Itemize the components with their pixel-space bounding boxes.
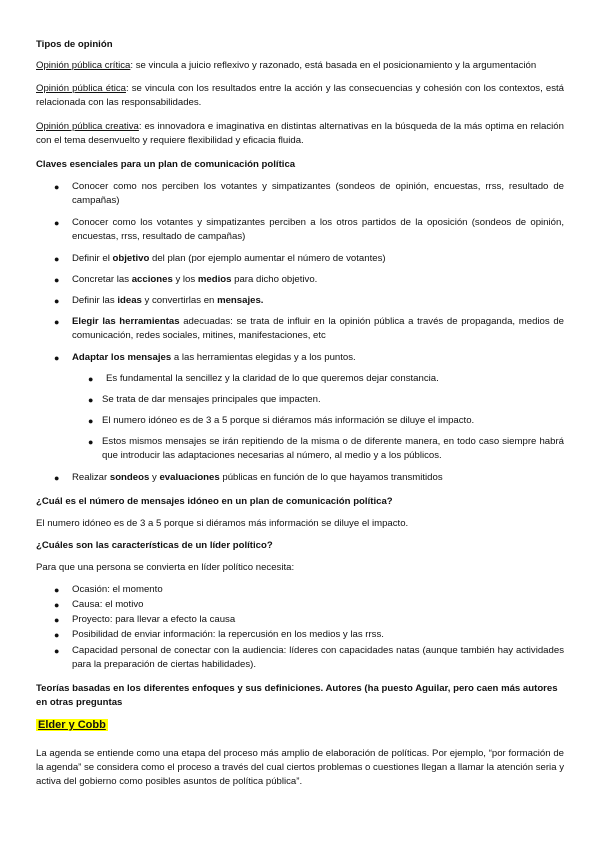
bullet-icon: ● (54, 182, 60, 192)
heading-tipos-de-opinion: Tipos de opinión (36, 39, 113, 50)
list-item-clave-4 (72, 273, 564, 287)
text-bold: acciones (131, 274, 173, 285)
list-item-clave-2: Conocer como los votantes y simpatizantes perciben a los otros partidos de la oposición (sondeos de opinión, encuestas, rrss, resultado de campañas) (72, 217, 564, 242)
text-part: a las herramientas elegidas y a los puntos. (171, 352, 356, 363)
answer-caracteristicas-lider: Para que una persona se convierta en líder político necesita: (36, 562, 295, 573)
heading-elder-cobb-container (36, 718, 564, 733)
paragraph-opinion-etica (36, 82, 564, 110)
bullet-icon: ● (54, 615, 60, 625)
text-part: adecuadas: se trata de influir en la opinión pública a través de propaganda, medios de comunicación, redes sociales, mitines, manifestaciones, etc (72, 316, 564, 341)
list-item-lider-3: Proyecto: para llevar a efecto la causa (72, 614, 236, 625)
heading-teorias: Teorías basadas en los diferentes enfoques y sus definiciones. Autores (ha puesto Aguilar, pero caen más autores en otras preguntas (36, 683, 558, 708)
paragraph-opinion-critica (36, 59, 564, 73)
text-part: y convertirlas en (141, 295, 218, 306)
text-bold: sondeos (109, 472, 150, 483)
heading-claves-esenciales: Claves esenciales para un plan de comunicación política (36, 159, 296, 170)
question-numero-mensajes: ¿Cuál es el número de mensajes idóneo en un plan de comunicación política? (36, 496, 393, 507)
bullet-icon: ● (54, 630, 60, 640)
list-item-clave-7 (72, 351, 564, 365)
list-item-lider-4: Posibilidad de enviar información: la repercusión en los medios y las rrss. (72, 629, 384, 640)
sub-item-4: Estos mismos mensajes se irán repitiendo de la misma o de diferente manera, en todo caso siempre habrá que introducir las adaptaciones necesarias al número, al medio y a los públicos. (102, 436, 564, 461)
sub-item-2: Se trata de dar mensajes principales que impacten. (102, 394, 321, 405)
text-bold: Elegir las herramientas (72, 316, 180, 327)
text-bold: evaluaciones (159, 472, 220, 483)
list-item-lider-2: Causa: el motivo (72, 599, 144, 610)
bullet-icon: ● (54, 473, 60, 483)
bullet-icon: ● (54, 254, 60, 264)
list-item-lider-1: Ocasión: el momento (72, 584, 163, 595)
heading-elder-cobb: Elder y Cobb (38, 719, 106, 731)
bullet-icon: ● (88, 395, 94, 405)
bullet-icon: ● (88, 416, 94, 426)
text-part: Concretar las (72, 274, 132, 285)
bullet-icon: ● (54, 218, 60, 228)
sub-item-1: Es fundamental la sencillez y la claridad de lo que queremos dejar constancia. (106, 373, 439, 384)
text-opinion-etica: : se vincula con los resultados entre la acción y las consecuencias y cohesión con los contextos, está relacionada con las responsabilidades. (36, 83, 564, 108)
list-item-clave-8 (72, 471, 564, 485)
text-part: Definir las (72, 295, 118, 306)
text-part: y los (172, 274, 198, 285)
text-bold: mensajes. (217, 295, 264, 306)
sub-item-3: El numero idóneo es de 3 a 5 porque si diéramos más información se diluye el impacto. (102, 415, 475, 426)
list-item-clave-5 (72, 294, 564, 308)
bullet-icon: ● (54, 646, 60, 656)
bullet-icon: ● (88, 437, 94, 447)
text-bold: Adaptar los mensajes (72, 352, 172, 363)
bullet-icon: ● (54, 275, 60, 285)
bullet-icon: ● (88, 374, 94, 384)
bullet-icon: ● (54, 296, 60, 306)
bullet-icon: ● (54, 585, 60, 595)
text-bold: objetivo (112, 253, 150, 264)
list-item-clave-6 (72, 315, 564, 343)
term-opinion-etica: Opinión pública ética (36, 83, 126, 94)
bullet-icon: ● (54, 317, 60, 327)
list-item-clave-3 (72, 252, 564, 266)
answer-numero-mensajes: El numero idóneo es de 3 a 5 porque si diéramos más información se diluye el impacto. (36, 518, 409, 529)
list-item-lider-5: Capacidad personal de conectar con la audiencia: líderes con capacidades natas (aunque también hay actividades para la preparación de ciertas habilidades). (72, 645, 564, 670)
question-caracteristicas-lider: ¿Cuáles son las características de un líder político? (36, 540, 273, 551)
term-opinion-critica: Opinión pública crítica (36, 60, 131, 71)
bullet-icon: ● (54, 600, 60, 610)
list-item-clave-1: Conocer como nos perciben los votantes y simpatizantes (sondeos de opinión, encuestas, rrss, resultado de campañas) (72, 181, 564, 206)
text-part: Realizar (72, 472, 110, 483)
text-part: y (149, 472, 160, 483)
text-bold: ideas (117, 295, 142, 306)
text-part: del plan (por ejemplo aumentar el número de votantes) (149, 253, 386, 264)
text-opinion-critica: : se vincula a juicio reflexivo y razonado, está basada en el posicionamiento y la argumentación (130, 60, 537, 71)
text-opinion-creativa: : es innovadora e imaginativa en distintas alternativas en la búsqueda de la más optima en relación con el tema desenvuelto y requiere flexibilidad y eficacia fluida. (36, 121, 564, 146)
term-opinion-creativa: Opinión pública creativa (36, 121, 139, 132)
bullet-icon: ● (54, 353, 60, 363)
text-part: para dicho objetivo. (231, 274, 318, 285)
paragraph-opinion-creativa (36, 120, 564, 148)
text-part: públicas en función de lo que hayamos transmitidos (219, 472, 443, 483)
paragraph-agenda: La agenda se entiende como una etapa del proceso más amplio de elaboración de políticas. Por ejemplo, “por formación de la agenda” se considera como el proceso a través del cual ciertos problemas o cuestiones llegan a llamar la atención seria y activa del gobierno como posibles asuntos de política pública”. (36, 748, 564, 787)
text-bold: medios (197, 274, 232, 285)
text-part: Definir el (72, 253, 113, 264)
